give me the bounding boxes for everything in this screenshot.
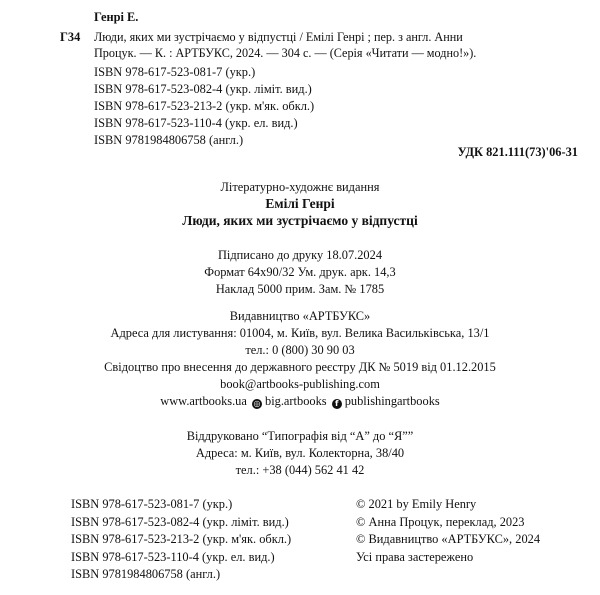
signed-date: Підписано до друку 18.07.2024: [217, 248, 383, 262]
publisher-website: www.artbooks.ua: [160, 394, 247, 408]
publisher-facebook: publishingartbooks: [344, 394, 440, 408]
catalog-description-line2: Процук. — К. : АРТБУКС, 2024. — 304 с. — (Серія «Читати — модно!»).: [94, 46, 477, 60]
print-info: [0, 247, 600, 298]
publisher-name: Видавництво «АРТБУКС»: [229, 309, 371, 323]
print-format: Формат 64х90/32 Ум. друк. арк. 14,3: [204, 265, 396, 279]
publisher-registry: Свідоцтво про внесення до державного реєстру ДК № 5019 від 01.12.2015: [104, 360, 496, 374]
publisher-instagram: big.artbooks: [265, 394, 327, 408]
printer-name: Віддруковано “Типографія від “А” до “Я””: [186, 429, 414, 443]
catalog-isbn: ISBN 978-617-523-110-4 (укр. ел. вид.): [94, 116, 298, 130]
instagram-icon: ◎: [253, 399, 261, 408]
footer-isbn: ISBN 978-617-523-213-2 (укр. м'як. обкл.): [71, 532, 292, 546]
publisher-address: Адреса для листування: 01004, м. Київ, вул. Велика Васильківська, 13/1: [110, 326, 490, 340]
facebook-icon: f: [332, 399, 342, 409]
printer-phone: тел.: +38 (044) 562 41 42: [235, 463, 365, 477]
catalog-author: Генрі Е.: [94, 10, 139, 24]
footer-isbn: ISBN 9781984806758 (англ.): [71, 567, 221, 581]
footer-isbn: ISBN 978-617-523-081-7 (укр.): [71, 497, 233, 511]
publisher-social: [0, 393, 600, 410]
copyright-line: © 2021 by Emily Henry: [356, 497, 477, 511]
copyright-line: © Видавництво «АРТБУКС», 2024: [356, 532, 541, 546]
edition-title: Люди, яких ми зустрічаємо у відпустці: [182, 213, 418, 228]
publisher-info: [0, 308, 600, 410]
catalog-isbn: ISBN 978-617-523-082-4 (укр. ліміт. вид.): [94, 82, 312, 96]
edition-genre: Літературно-художнє видання: [220, 180, 380, 194]
edition-author: Емілі Генрі: [265, 196, 335, 211]
footer-isbn-list: [71, 496, 291, 584]
footer-copyrights: [356, 496, 540, 566]
printer-info: [0, 428, 600, 479]
catalog-index: Г34: [60, 30, 81, 44]
footer-isbn: ISBN 978-617-523-110-4 (укр. ел. вид.): [71, 549, 275, 564]
catalog-isbn: ISBN 978-617-523-213-2 (укр. м'як. обкл.): [94, 99, 315, 113]
copyright-line: Усі права застережено: [356, 549, 474, 564]
catalog-description-line1: Люди, яких ми зустрічаємо у відпустці / Емілі Генрі ; пер. з англ. Анни: [94, 30, 463, 44]
publisher-email: book@artbooks-publishing.com: [220, 377, 380, 391]
catalog-isbn: ISBN 978-617-523-081-7 (укр.): [94, 65, 256, 79]
copyright-line: © Анна Процук, переклад, 2023: [356, 514, 525, 529]
catalog-isbn: ISBN 9781984806758 (англ.): [94, 133, 244, 147]
printer-address: Адреса: м. Київ, вул. Колекторна, 38/40: [195, 446, 405, 460]
print-run: Наклад 5000 прим. Зам. № 1785: [215, 282, 385, 296]
publisher-phone: тел.: 0 (800) 30 90 03: [245, 343, 355, 357]
footer-isbn: ISBN 978-617-523-082-4 (укр. ліміт. вид.): [71, 514, 289, 529]
catalog-isbn-list: [94, 64, 314, 149]
udc-code: УДК 821.111(73)'06-31: [457, 145, 578, 159]
